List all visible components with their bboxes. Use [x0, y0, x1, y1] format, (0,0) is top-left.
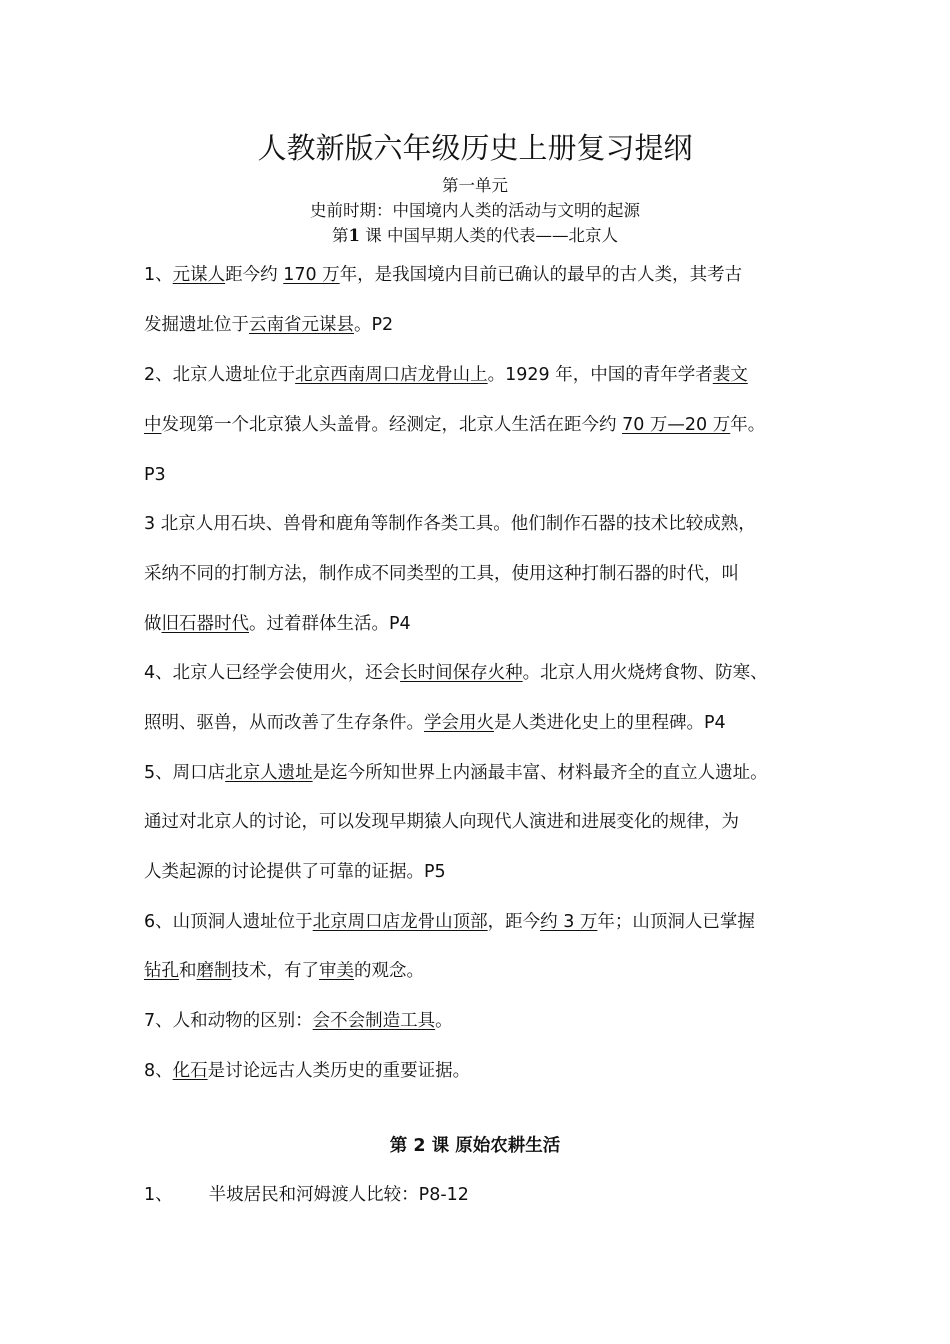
item-8: 8、化石是讨论远古人类历史的重要证据。: [144, 1061, 471, 1081]
answer-underline: 旧石器时代: [161, 614, 249, 634]
answer-underline: 北京西南周口店龙骨山上: [295, 365, 488, 385]
period-title: 史前时期：中国境内人类的活动与文明的起源: [310, 201, 640, 220]
item-6-line-1: 6、山顶洞人遗址位于北京周口店龙骨山顶部，距今约 3 万年；山顶洞人已掌握: [144, 912, 755, 932]
item-4-line-1: 4、北京人已经学会使用火，还会长时间保存火种。北京人用火烧烤食物、防寒、: [144, 663, 768, 683]
item-5-line-1: 5、周口店北京人遗址是迄今所知世界上内涵最丰富、材料最齐全的直立人遗址。: [144, 763, 768, 783]
unit-title: 第一单元: [442, 176, 508, 195]
item-1-line-1: 1、元谋人距今约 170 万年，是我国境内目前已确认的最早的古人类，其考古: [144, 265, 743, 285]
lesson2-item-1: 1、 半坡居民和河姆渡人比较：P8-12: [144, 1185, 469, 1205]
lesson1-title: 第1 课 中国早期人类的代表——北京人: [332, 226, 618, 245]
item-2-line-2: 中发现第一个北京猿人头盖骨。经测定，北京人生活在距今约 70 万—20 万年。: [144, 415, 766, 435]
item-2-line-3: P3: [144, 465, 166, 485]
answer-underline: 约 3 万: [540, 912, 598, 932]
answer-underline: 钻孔: [144, 961, 179, 981]
answer-underline: 云南省元谋县: [249, 315, 354, 335]
answer-underline: 审美: [319, 961, 354, 981]
answer-underline: 裴文: [712, 365, 748, 385]
answer-underline: 磨制: [196, 961, 232, 981]
item-6-line-2: 钻孔和磨制技术，有了审美的观念。: [144, 961, 424, 981]
answer-underline: 学会用火: [424, 713, 494, 733]
lesson2-heading: 第 2 课 原始农耕生活: [389, 1136, 561, 1156]
answer-underline: 北京人遗址: [225, 763, 313, 783]
answer-underline: 会不会制造工具: [312, 1011, 436, 1031]
answer-underline: 中: [144, 415, 162, 435]
answer-underline: 170 万: [283, 265, 340, 285]
item-3-line-1: 3 北京人用石块、兽骨和鹿角等制作各类工具。他们制作石器的技术比较成熟，: [144, 514, 756, 534]
answer-underline: 化石: [172, 1061, 208, 1081]
item-1-line-2: 发掘遗址位于云南省元谋县。P2: [144, 315, 394, 335]
item-3-line-2: 采纳不同的打制方法，制作成不同类型的工具，使用这种打制石器的时代，叫: [144, 564, 739, 584]
page-title: 人教新版六年级历史上册复习提纲: [257, 131, 693, 165]
item-5-line-2: 通过对北京人的讨论，可以发现早期猿人向现代人演进和进展变化的规律，为: [144, 812, 739, 832]
answer-underline: 元谋人: [172, 265, 226, 285]
item-4-line-2: 照明、驱兽，从而改善了生存条件。学会用火是人类进化史上的里程碑。P4: [144, 713, 726, 733]
answer-underline: 长时间保存火种: [400, 663, 523, 683]
item-7: 7、人和动物的区别：会不会制造工具。: [144, 1011, 453, 1031]
item-3-line-3: 做旧石器时代。过着群体生活。P4: [144, 614, 411, 634]
item-2-line-1: 2、北京人遗址位于北京西南周口店龙骨山上。1929 年，中国的青年学者裴文: [144, 365, 748, 385]
answer-underline: 70 万—20 万: [622, 415, 731, 435]
item-5-line-3: 人类起源的讨论提供了可靠的证据。P5: [144, 862, 446, 882]
answer-underline: 北京周口店龙骨山顶部: [312, 912, 488, 932]
